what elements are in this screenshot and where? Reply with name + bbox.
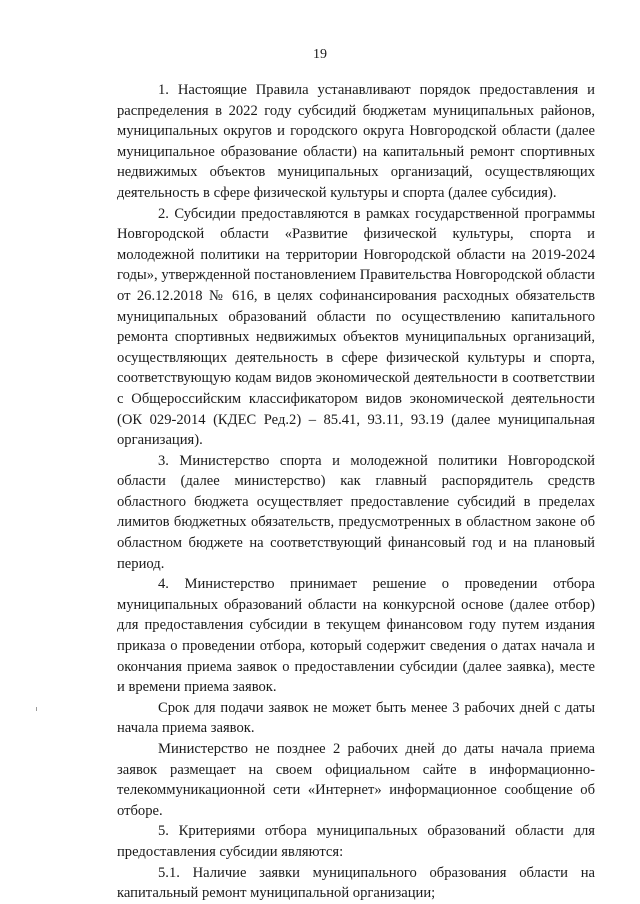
paragraph-2: 2. Субсидии предоставляются в рамках государственной программы Новгородской области «Развитие физической культуры, спорта и молодежной политики на территории Новгородской области на 2019-2024 годы», утвержденной постановлением Правительства Новгородской области от 26.12.2018 № 616, в целях софинансирования расходных обязательств муниципальных образований области по осуществлению капитального ремонта спортивных недвижимых объектов муниципальных организаций, осуществляющих деятельность в сфере физической культуры и спорта, соответствующую кодам видов экономической деятельности в соответствии с Общероссийским классификатором видов экономической деятельности (ОК 029-2014 (КДЕС Ред.2) – 85.41, 93.11, 93.19 (далее муниципальная организация). <box>117 205 595 449</box>
paragraph-4-deadline: Срок для подачи заявок не может быть менее 3 рабочих дней с даты начала приема заявок. <box>117 699 595 737</box>
paragraph-5: 5. Критериями отбора муниципальных образований области для предоставления субсидии являются: <box>117 823 595 860</box>
scan-mark <box>36 707 37 711</box>
paragraph-3: 3. Министерство спорта и молодежной политики Новгородской области (далее министерство) как главный распорядитель средств областного бюджета осуществляет предоставление субсидий в пределах лимитов бюджетных обязательств, предусмотренных в областном законе об областном бюджете на соответствующий финансовый год и на плановый период. <box>117 452 595 572</box>
page-number: 19 <box>313 47 327 62</box>
paragraph-1: 1. Настоящие Правила устанавливают порядок предоставления и распределения в 2022 году субсидий бюджетам муниципальных районов, муниципальных округов и городского округа Новгородской области (далее муниципальное образование области) на капитальный ремонт спортивных недвижимых объектов муниципальных организаций, осуществляющих деятельность в сфере физической культуры и спорта (далее субсидия). <box>117 82 595 201</box>
paragraph-4-publication: Министерство не позднее 2 рабочих дней до даты начала приема заявок размещает на своем официальном сайте в информационно-телекоммуникационной сети «Интернет» информационное сообщение об отборе. <box>117 741 595 819</box>
paragraph-5-1: 5.1. Наличие заявки муниципального образования области на капитальный ремонт муниципальной организации; <box>117 864 595 902</box>
document-body <box>117 80 595 904</box>
paragraph-4: 4. Министерство принимает решение о проведении отбора муниципальных образований области на конкурсной основе (далее отбор) для предоставления субсидии в текущем финансовом году путем издания приказа о проведении отбора, который содержит сведения о датах начала и окончания приема заявок о предоставлении субсидии (далее заявка), месте и времени приема заявок. <box>117 576 595 696</box>
